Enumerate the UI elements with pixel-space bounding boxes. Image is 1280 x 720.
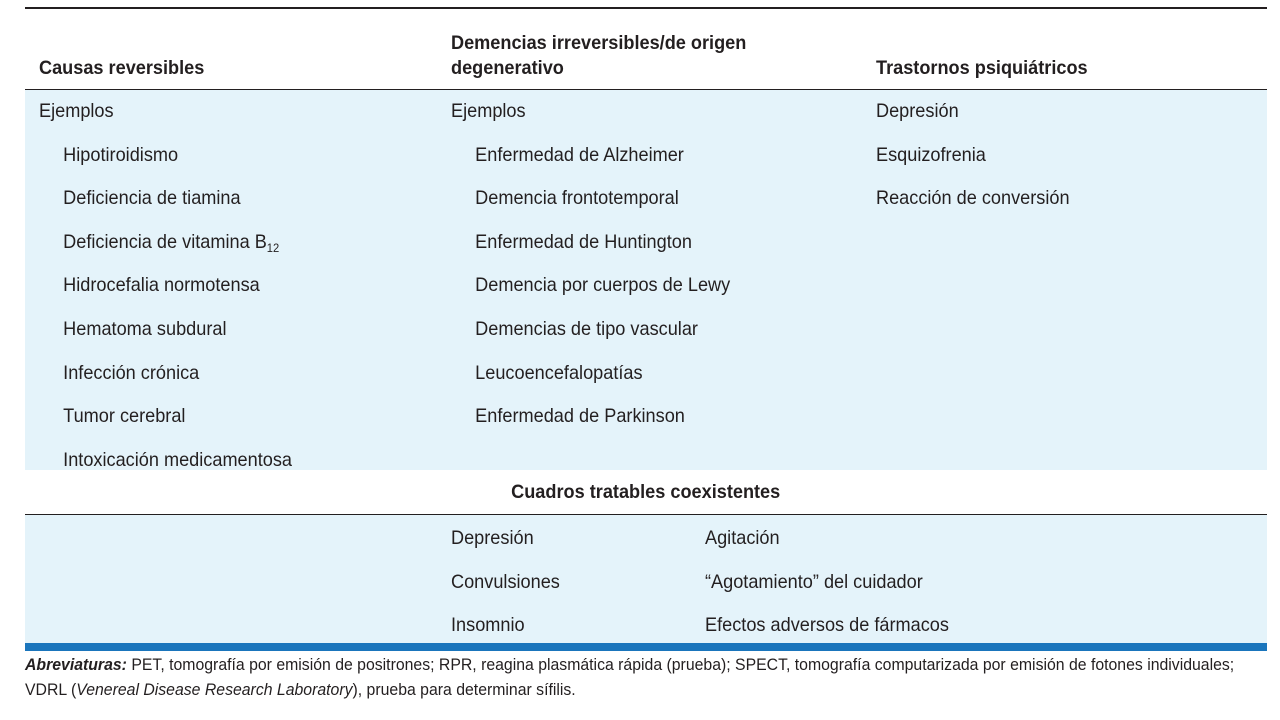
header-degenerative-line1: Demencias irreversibles/de origen: [451, 32, 747, 54]
header-degenerative: [451, 31, 746, 81]
column-reversible: [39, 90, 311, 482]
list-item: Tumor cerebral: [63, 405, 186, 428]
dementia-causes-table: [25, 7, 1267, 651]
list-item: Demencia por cuerpos de Lewy: [475, 274, 731, 297]
abbreviations-footnote: [25, 652, 1265, 702]
list-item: Infección crónica: [63, 361, 200, 384]
list-item: Convulsiones: [451, 570, 560, 593]
b12-label: Deficiencia de vitamina B: [63, 230, 267, 253]
list-item: Enfermedad de Parkinson: [475, 405, 685, 428]
footnote-text-2: ), prueba para determinar sífilis.: [352, 680, 576, 699]
list-item: Efectos adversos de fármacos: [705, 614, 949, 637]
coexisting-right-column: [705, 517, 967, 648]
list-item: Demencias de tipo vascular: [475, 317, 698, 340]
bottom-rule: [25, 643, 1267, 651]
footnote-italic: Venereal Disease Research Laboratory: [76, 680, 353, 699]
list-item: Reacción de conversión: [876, 187, 1070, 210]
header-reversible: Causas reversibles: [39, 57, 205, 79]
footnote-label: Abreviaturas:: [25, 655, 127, 674]
coexisting-title: Cuadros tratables coexistentes: [511, 481, 781, 503]
table-body-causes: [25, 90, 1267, 470]
list-item: Hidrocefalia normotensa: [63, 274, 260, 297]
list-item: Deficiencia de tiamina: [63, 187, 241, 210]
column-degenerative: [451, 90, 751, 439]
list-item: Hematoma subdural: [63, 317, 227, 340]
table-body-coexisting: [25, 515, 1267, 643]
list-item: Depresión: [451, 527, 534, 549]
header-degenerative-line2: degenerativo: [451, 57, 564, 79]
degenerative-examples-label: Ejemplos: [451, 100, 526, 122]
list-item: “Agotamiento” del cuidador: [705, 570, 923, 593]
list-item: Esquizofrenia: [876, 143, 986, 166]
list-item: Insomnio: [451, 614, 525, 637]
header-psychiatric: Trastornos psiquiátricos: [876, 57, 1088, 79]
column-psychiatric: [876, 90, 1084, 221]
b12-subscript: 12: [266, 240, 280, 255]
list-item: [39, 221, 292, 265]
list-item: Agitación: [705, 527, 780, 549]
list-item: Enfermedad de Alzheimer: [475, 143, 684, 166]
list-item: Demencia frontotemporal: [475, 187, 679, 210]
list-item: Leucoencefalopatías: [475, 361, 643, 384]
footnote-text-1: PET, tomografía por emisión de positrones; RPR, reagina plasmática rápida (prueba); SPECT, tomografía computarizada por emisión de fotones individuales; VDRL (: [25, 655, 1235, 699]
list-item: Hipotiroidismo: [63, 143, 179, 166]
coexisting-left-column: [451, 517, 568, 648]
list-item: Intoxicación medicamentosa: [63, 448, 293, 471]
list-item: Enfermedad de Huntington: [475, 230, 692, 253]
reversible-examples-label: Ejemplos: [39, 100, 114, 122]
table-header: [25, 9, 1267, 90]
list-item: Depresión: [876, 100, 959, 122]
